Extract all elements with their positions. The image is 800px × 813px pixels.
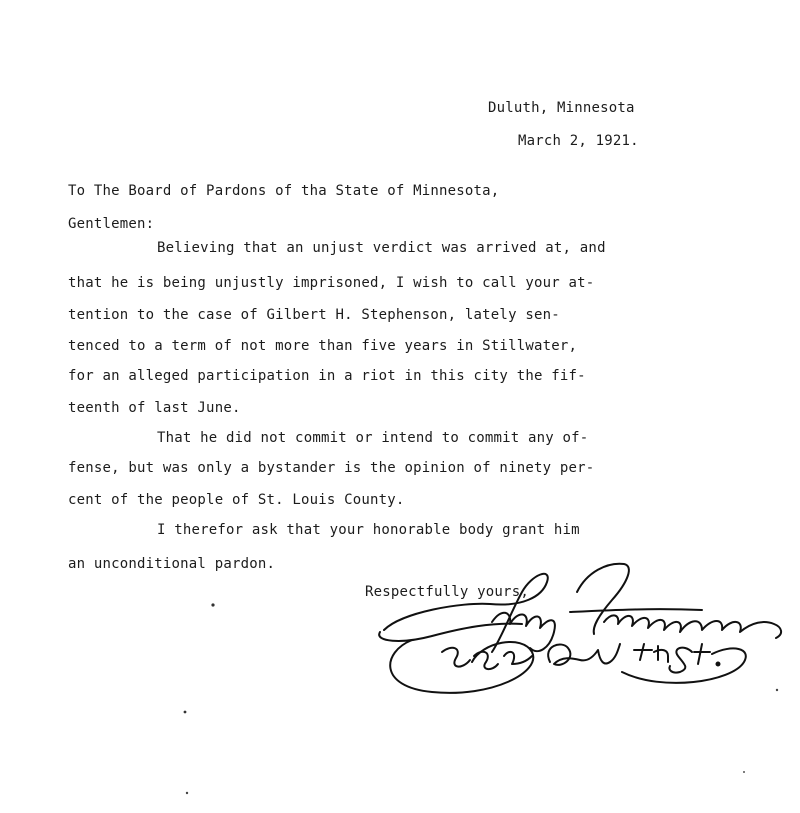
body-line: teenth of last June. [68,400,241,416]
letter-salutation: Gentlemen: [68,216,155,232]
body-line: for an alleged participation in a riot in this city the fif- [68,368,586,384]
body-line: fense, but was only a bystander is the opinion of ninety per- [68,460,595,476]
body-line: an unconditional pardon. [68,556,276,572]
body-line: that he is being unjustly imprisoned, I wish to call your at- [68,275,595,291]
body-line: tention to the case of Gilbert H. Stephenson, lately sen- [68,307,560,323]
letter-closing: Respectfully yours, [365,584,529,600]
handwritten-signature [372,552,792,702]
body-line: That he did not commit or intend to commit any of- [157,430,589,446]
body-line: tenced to a term of not more than five years in Stillwater, [68,338,578,354]
letter-place: Duluth, Minnesota [488,100,635,116]
letter-date: March 2, 1921. [518,133,639,149]
body-line: Believing that an unjust verdict was arrived at, and [157,240,606,256]
letter-addressee: To The Board of Pardons of tha State of Minnesota, [68,183,500,199]
body-line: I therefor ask that your honorable body grant him [157,522,580,538]
body-line: cent of the people of St. Louis County. [68,492,405,508]
